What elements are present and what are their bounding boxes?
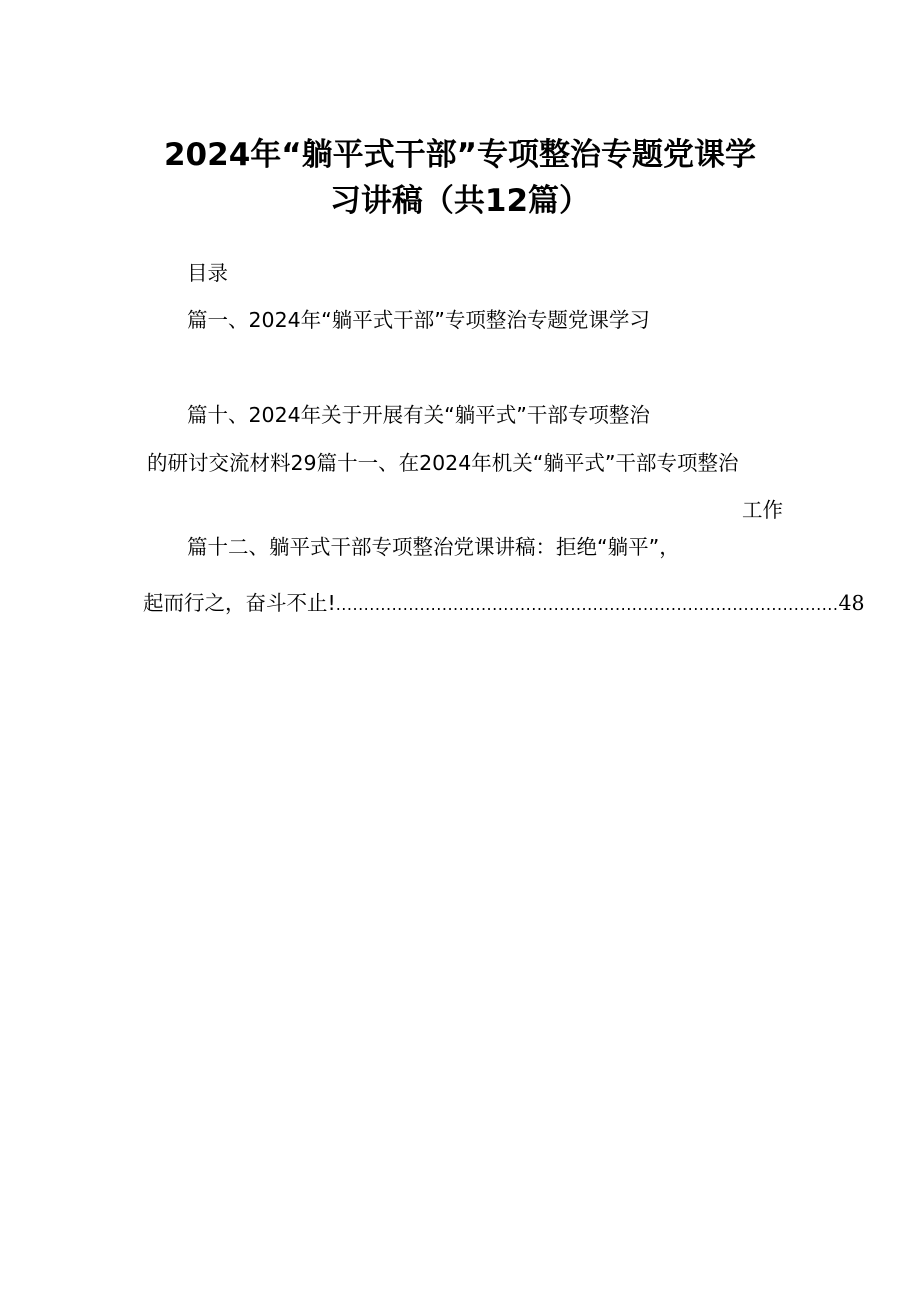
toc-entry-11-line-2: 工作 [742, 498, 783, 522]
toc-entry-10-line-2: 的研讨交流材料29篇十一、在2024年机关“躺平式”干部专项整治 [147, 451, 739, 475]
toc-heading: 目录 [187, 261, 228, 285]
toc-entry-12-line-2 [143, 588, 865, 620]
toc-entry-12-text: 起而行之，奋斗不止! [143, 591, 336, 615]
document-title-line-1: 2024年“躺平式干部”专项整治专题党课学 [163, 137, 757, 173]
toc-entry-12-line-1: 篇十二、躺平式干部专项整治党课讲稿：拒绝“躺平”， [187, 535, 680, 559]
toc-entry-1: 篇一、2024年“躺平式干部”专项整治专题党课学习 [187, 308, 650, 332]
document-title-line-2: 习讲稿（共12篇） [329, 183, 591, 219]
toc-dot-leader: .......................................................................................... [335, 595, 839, 614]
toc-entry-10-line-1: 篇十、2024年关于开展有关“躺平式”干部专项整治 [187, 403, 650, 427]
toc-page-number: 48 [838, 591, 865, 615]
